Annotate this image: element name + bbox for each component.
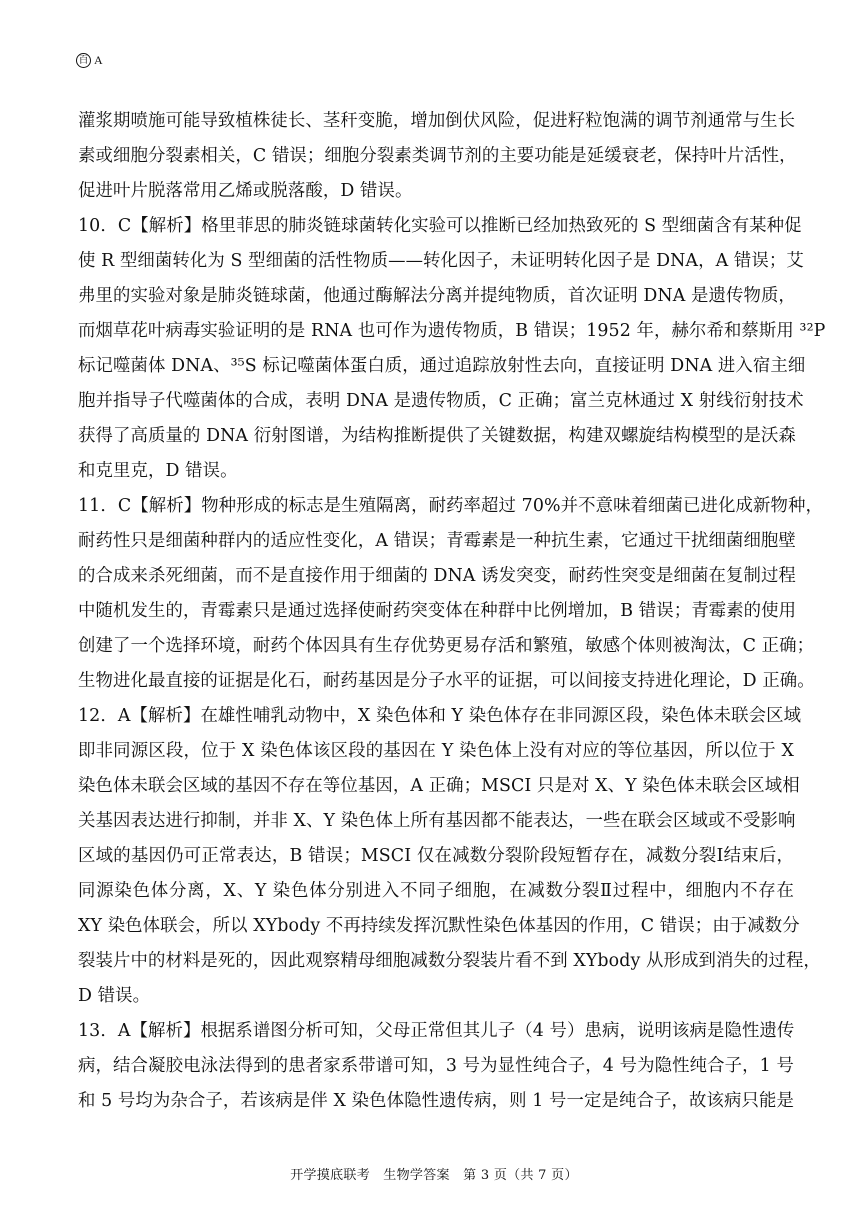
text-line: 12．A【解析】在雄性哺乳动物中，X 染色体和 Y 染色体存在非同源区段，染色体未联会区域 [78, 706, 802, 726]
text-line: 13．A【解析】根据系谱图分析可知，父母正常但其儿子（4 号）患病，说明该病是隐性遗传 [78, 1021, 795, 1041]
text-line: 使 R 型细菌转化为 S 型细菌的活性物质——转化因子，未证明转化因子是 DNA，A 错误；艾 [78, 251, 804, 271]
text-line: 胞并指导子代噬菌体的合成，表明 DNA 是遗传物质，C 正确；富兰克林通过 X 射线衍射技术 [78, 391, 804, 411]
text-line: 裂装片中的材料是死的，因此观察精母细胞减数分裂装片看不到 XYbody 从形成到消失的过程， [78, 951, 821, 971]
text-line: 促进叶片脱落常用乙烯或脱落酸，D 错误。 [78, 181, 413, 201]
logo [76, 53, 103, 68]
text-line: 和 5 号均为杂合子，若该病是伴 X 染色体隐性遗传病，则 1 号一定是纯合子，故该病只能是 [78, 1091, 794, 1111]
text-line: 而烟草花叶病毒实验证明的是 RNA 也可作为遗传物质，B 错误；1952 年，赫尔希和蔡斯用 ³²P [78, 321, 826, 341]
text-line: 创建了一个选择环境，耐药个体因具有生存优势更易存活和繁殖，敏感个体则被淘汰，C 正确； [78, 636, 815, 656]
text-line: 弗里的实验对象是肺炎链球菌，他通过酶解法分离并提纯物质，首次证明 DNA 是遗传物质， [78, 286, 796, 306]
page-footer: 开学摸底联考 生物学答案 第 3 页（共 7 页） [290, 1168, 578, 1183]
text-line: 获得了高质量的 DNA 衍射图谱，为结构推断提供了关键数据，构建双螺旋结构模型的是沃森 [78, 426, 796, 446]
logo-circle-icon: 百 [76, 53, 91, 68]
text-line: D 错误。 [78, 986, 151, 1006]
logo-letter: A [94, 53, 103, 67]
text-line: 素或细胞分裂素相关，C 错误；细胞分裂素类调节剂的主要功能是延缓衰老，保持叶片活性， [78, 146, 797, 166]
text-line: 10．C【解析】格里菲思的肺炎链球菌转化实验可以推断已经加热致死的 S 型细菌含有某种促 [78, 216, 802, 236]
text-line: 病，结合凝胶电泳法得到的患者家系带谱可知，3 号为显性纯合子，4 号为隐性纯合子，1 号 [78, 1056, 794, 1076]
text-line: 即非同源区段，位于 X 染色体该区段的基因在 Y 染色体上没有对应的等位基因，所以位于 X [78, 741, 794, 761]
text-line: 灌浆期喷施可能导致植株徒长、茎秆变脆，增加倒伏风险，促进籽粒饱满的调节剂通常与生长 [78, 111, 796, 131]
text-line: 耐药性只是细菌种群内的适应性变化，A 错误；青霉素是一种抗生素，它通过干扰细菌细胞壁 [78, 531, 796, 551]
text-line: 关基因表达进行抑制，并非 X、Y 染色体上所有基因都不能表达，一些在联会区域或不受影响 [78, 811, 796, 831]
text-line: XY 染色体联会，所以 XYbody 不再持续发挥沉默性染色体基因的作用，C 错误；由于减数分 [78, 916, 800, 936]
text-line: 标记噬菌体 DNA、³⁵S 标记噬菌体蛋白质，通过追踪放射性去向，直接证明 DNA 进入宿主细 [78, 356, 806, 376]
text-line: 11．C【解析】物种形成的标志是生殖隔离，耐药率超过 70%并不意味着细菌已进化成新物种， [78, 496, 823, 516]
text-line: 染色体未联会区域的基因不存在等位基因，A 正确；MSCI 只是对 X、Y 染色体未联会区域相 [78, 776, 800, 796]
text-line: 和克里克，D 错误。 [78, 461, 238, 481]
text-line: 的合成来杀死细菌，而不是直接作用于细菌的 DNA 诱发突变，耐药性突变是细菌在复制过程 [78, 566, 796, 586]
text-line: 同源染色体分离，X、Y 染色体分别进入不同子细胞，在减数分裂Ⅱ过程中，细胞内不存在 [78, 881, 794, 901]
text-line: 中随机发生的，青霉素只是通过选择使耐药突变体在种群中比例增加，B 错误；青霉素的使用 [78, 601, 797, 621]
text-line: 区域的基因仍可正常表达，B 错误；MSCI 仅在减数分裂阶段短暂存在，减数分裂Ⅰ结束后， [78, 846, 794, 866]
text-line: 生物进化最直接的证据是化石，耐药基因是分子水平的证据，可以间接支持进化理论，D 正确。 [78, 671, 815, 691]
